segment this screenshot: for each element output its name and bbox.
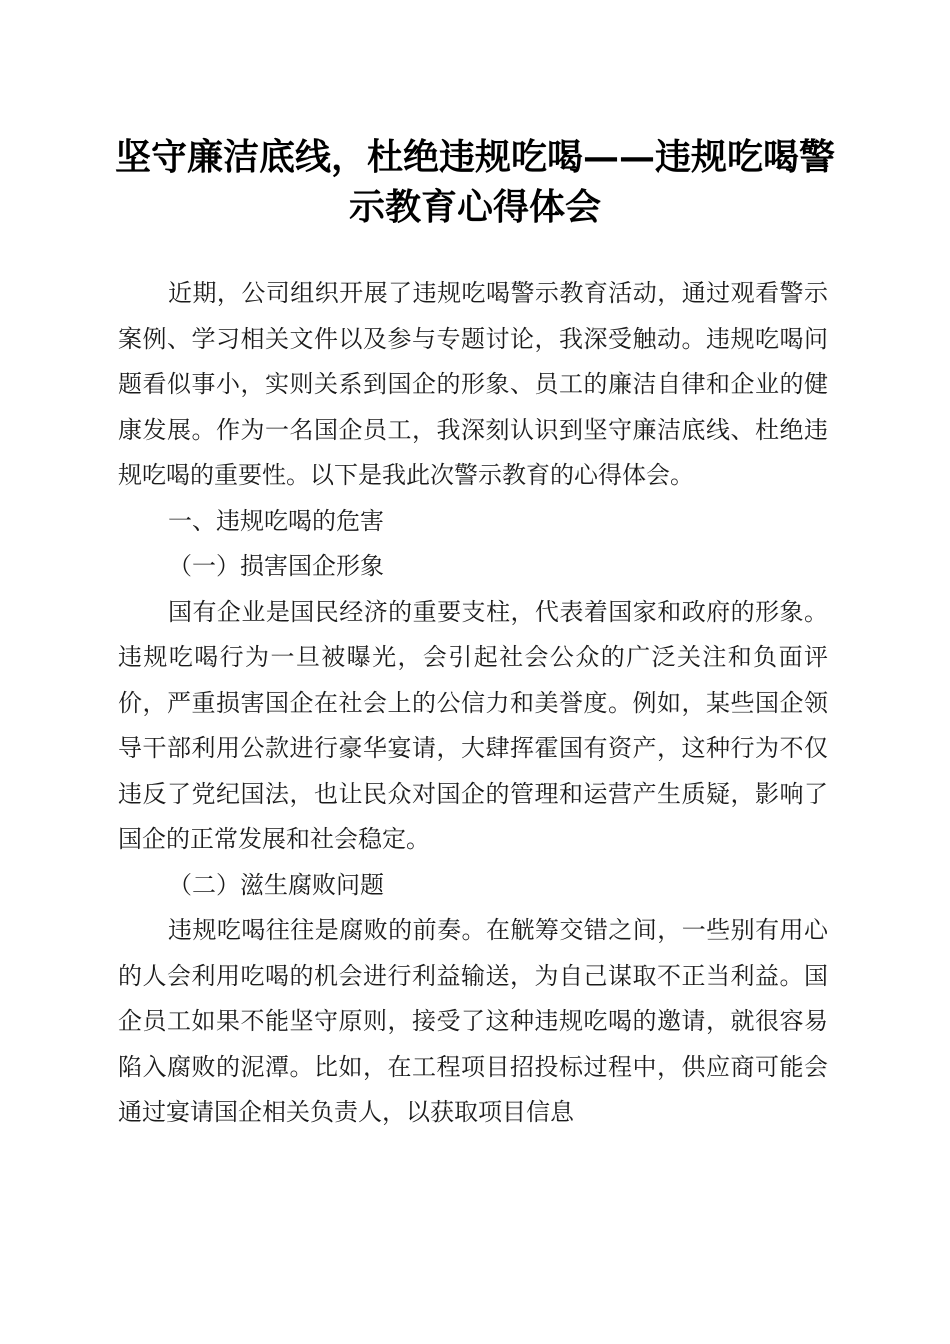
subsection-paragraph-1: 国有企业是国民经济的重要支柱，代表着国家和政府的形象。违规吃喝行为一旦被曝光，会引起社会公众的广泛关注和负面评价，严重损害国企在社会上的公信力和美誉度。例如，某些国企领导干部利用公款进行豪华宴请，大肆挥霍国有资产，这种行为不仅违反了党纪国法，也让民众对国企的管理和运营产生质疑，影响了国企的正常发展和社会稳定。: [118, 597, 828, 853]
title-line-2: 示教育心得体会: [348, 186, 601, 228]
section-heading-1: 一、违规吃喝的危害: [168, 506, 384, 535]
intro-paragraph: 近期，公司组织开展了违规吃喝警示教育活动，通过观看警示案例、学习相关文件以及参与专题讨论，我深受触动。违规吃喝问题看似事小，实则关系到国企的形象、员工的廉洁自律和企业的健康发展。作为一名国企员工，我深刻认识到坚守廉洁底线、杜绝违规吃喝的重要性。以下是我此次警示教育的心得体会。: [118, 279, 828, 489]
title-line-1: 坚守廉洁底线，杜绝违规吃喝——违规吃喝警: [114, 136, 835, 178]
subsection-heading-2: （二）滋生腐败问题: [168, 870, 384, 899]
document-title: [100, 132, 850, 232]
document-body: [118, 271, 828, 1136]
subsection-heading-1: （一）损害国企形象: [168, 552, 384, 580]
subsection-paragraph-2: 违规吃喝往往是腐败的前奏。在觥筹交错之间，一些别有用心的人会利用吃喝的机会进行利益输送，为自己谋取不正当利益。国企员工如果不能坚守原则，接受了这种违规吃喝的邀请，就很容易陷入腐败的泥潭。比如，在工程项目招投标过程中，供应商可能会通过宴请国企相关负责人，以获取项目信息: [118, 916, 828, 1126]
